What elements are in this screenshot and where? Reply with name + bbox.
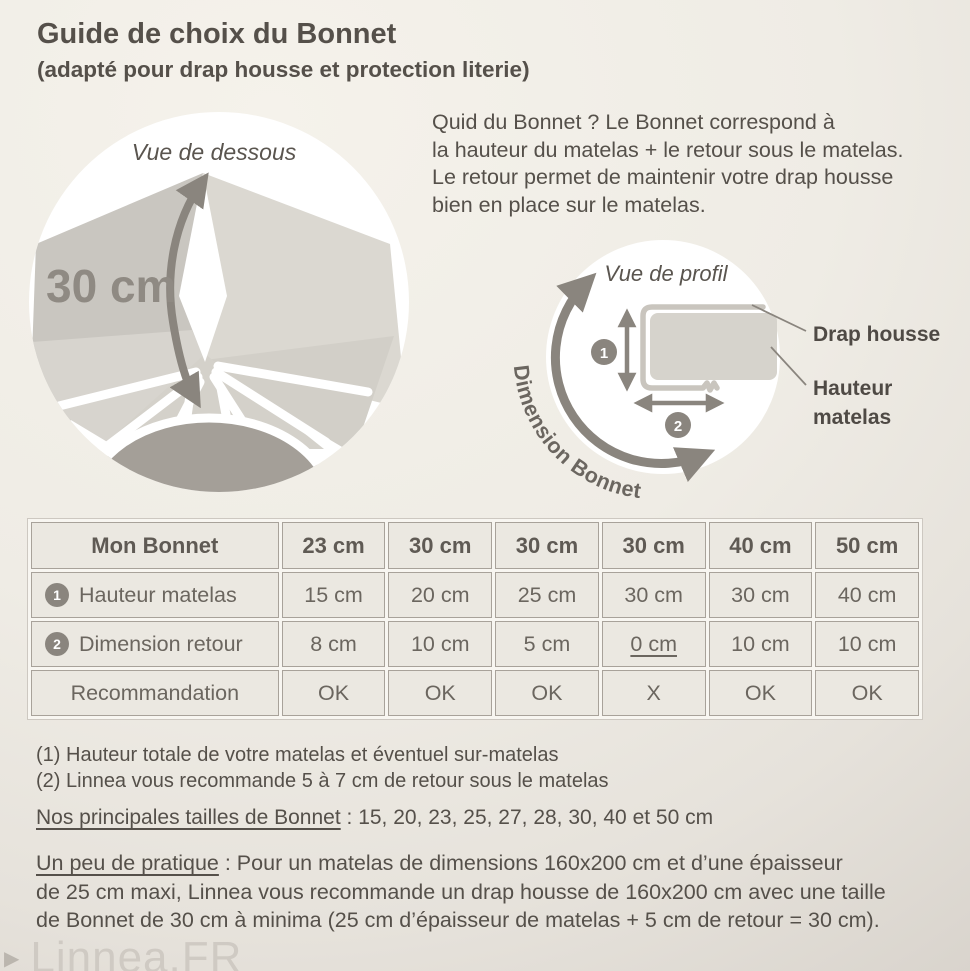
table-cell: OK bbox=[709, 670, 813, 716]
table-row-recommandation bbox=[31, 670, 919, 716]
page-title: Guide de choix du Bonnet bbox=[37, 18, 397, 50]
mattress-shape bbox=[650, 313, 777, 380]
intro-line: Quid du Bonnet ? Le Bonnet correspond à bbox=[432, 110, 835, 134]
table-cell: 30 cm bbox=[709, 572, 813, 618]
row-label-retour: 2 Dimension retour bbox=[31, 621, 279, 667]
table-cell-rejected: X bbox=[602, 670, 706, 716]
badge-2-number: 2 bbox=[673, 418, 683, 435]
table-cell: OK bbox=[815, 670, 919, 716]
badge-1-icon: 1 bbox=[45, 583, 69, 607]
intro-paragraph bbox=[432, 109, 903, 219]
intro-line: Le retour permet de maintenir votre drap housse bbox=[432, 165, 894, 189]
table-row-hauteur bbox=[31, 572, 919, 618]
footnote-2: (2) Linnea vous recommande 5 à 7 cm de retour sous le matelas bbox=[36, 770, 609, 792]
table-row-retour bbox=[31, 621, 919, 667]
profile-view-diagram bbox=[500, 233, 970, 505]
table-cell-zero-underlined: 0 cm bbox=[602, 621, 706, 667]
bonnet-table bbox=[28, 519, 922, 719]
table-cell: 40 cm bbox=[815, 572, 919, 618]
profile-view-title: Vue de profil bbox=[604, 261, 728, 286]
example-paragraph bbox=[36, 849, 886, 935]
drap-housse-label: Drap housse bbox=[813, 323, 941, 346]
hauteur-matelas-label: Hauteur matelas bbox=[813, 377, 893, 429]
footnotes bbox=[36, 742, 609, 794]
sizes-label: Nos principales tailles de Bonnet bbox=[36, 806, 341, 829]
table-cell: 10 cm bbox=[388, 621, 492, 667]
example-line: Un peu de pratique : Pour un matelas de dimensions 160x200 cm et d’une épaisseur bbox=[36, 851, 843, 875]
dimension-bonnet-label: Dimension Bonnet bbox=[508, 363, 643, 504]
brand-name: Linnea.FR bbox=[30, 933, 243, 971]
example-label: Un peu de pratique bbox=[36, 851, 219, 875]
sizes-line bbox=[36, 806, 713, 830]
intro-line: la hauteur du matelas + le retour sous le matelas. bbox=[432, 137, 904, 162]
header-col: 23 cm bbox=[282, 522, 386, 569]
header-col: 30 cm bbox=[602, 522, 706, 569]
table-cell: 10 cm bbox=[709, 621, 813, 667]
table-cell: 15 cm bbox=[282, 572, 386, 618]
bottom-view-title: Vue de dessous bbox=[131, 139, 297, 165]
footnote-1: (1) Hauteur totale de votre matelas et éventuel sur-matelas bbox=[36, 744, 559, 766]
table-cell: OK bbox=[388, 670, 492, 716]
table-cell: OK bbox=[282, 670, 386, 716]
table-cell: 20 cm bbox=[388, 572, 492, 618]
table-header-row bbox=[31, 522, 919, 569]
row-label-hauteur: 1 Hauteur matelas bbox=[31, 572, 279, 618]
header-col: 30 cm bbox=[495, 522, 599, 569]
table-cell: 25 cm bbox=[495, 572, 599, 618]
bonnet-measure-value: 30 cm bbox=[46, 260, 177, 312]
table-cell: 5 cm bbox=[495, 621, 599, 667]
header-col: 30 cm bbox=[388, 522, 492, 569]
row-label-recommandation: Recommandation bbox=[31, 670, 279, 716]
table-cell: 10 cm bbox=[815, 621, 919, 667]
example-line: de 25 cm maxi, Linnea vous recommande un drap housse de 160x200 cm avec une taille bbox=[36, 879, 886, 904]
badge-1-number: 1 bbox=[599, 345, 609, 362]
badge-2-icon: 2 bbox=[45, 632, 69, 656]
header-col: 40 cm bbox=[709, 522, 813, 569]
sizes-values: : 15, 20, 23, 25, 27, 28, 30, 40 et 50 cm bbox=[340, 806, 714, 829]
example-line: de Bonnet de 30 cm à minima (25 cm d’épaisseur de matelas + 5 cm de retour = 30 cm). bbox=[36, 908, 880, 932]
header-label: Mon Bonnet bbox=[31, 522, 279, 569]
header-col: 50 cm bbox=[815, 522, 919, 569]
table-cell: OK bbox=[495, 670, 599, 716]
intro-line: bien en place sur le matelas. bbox=[432, 192, 706, 217]
bottom-view-diagram bbox=[24, 104, 414, 494]
table-cell: 30 cm bbox=[602, 572, 706, 618]
page-subtitle: (adapté pour drap housse et protection literie) bbox=[37, 57, 530, 82]
play-triangle-icon: ▶ bbox=[4, 947, 21, 970]
table-cell: 8 cm bbox=[282, 621, 386, 667]
brand-watermark bbox=[4, 933, 242, 971]
